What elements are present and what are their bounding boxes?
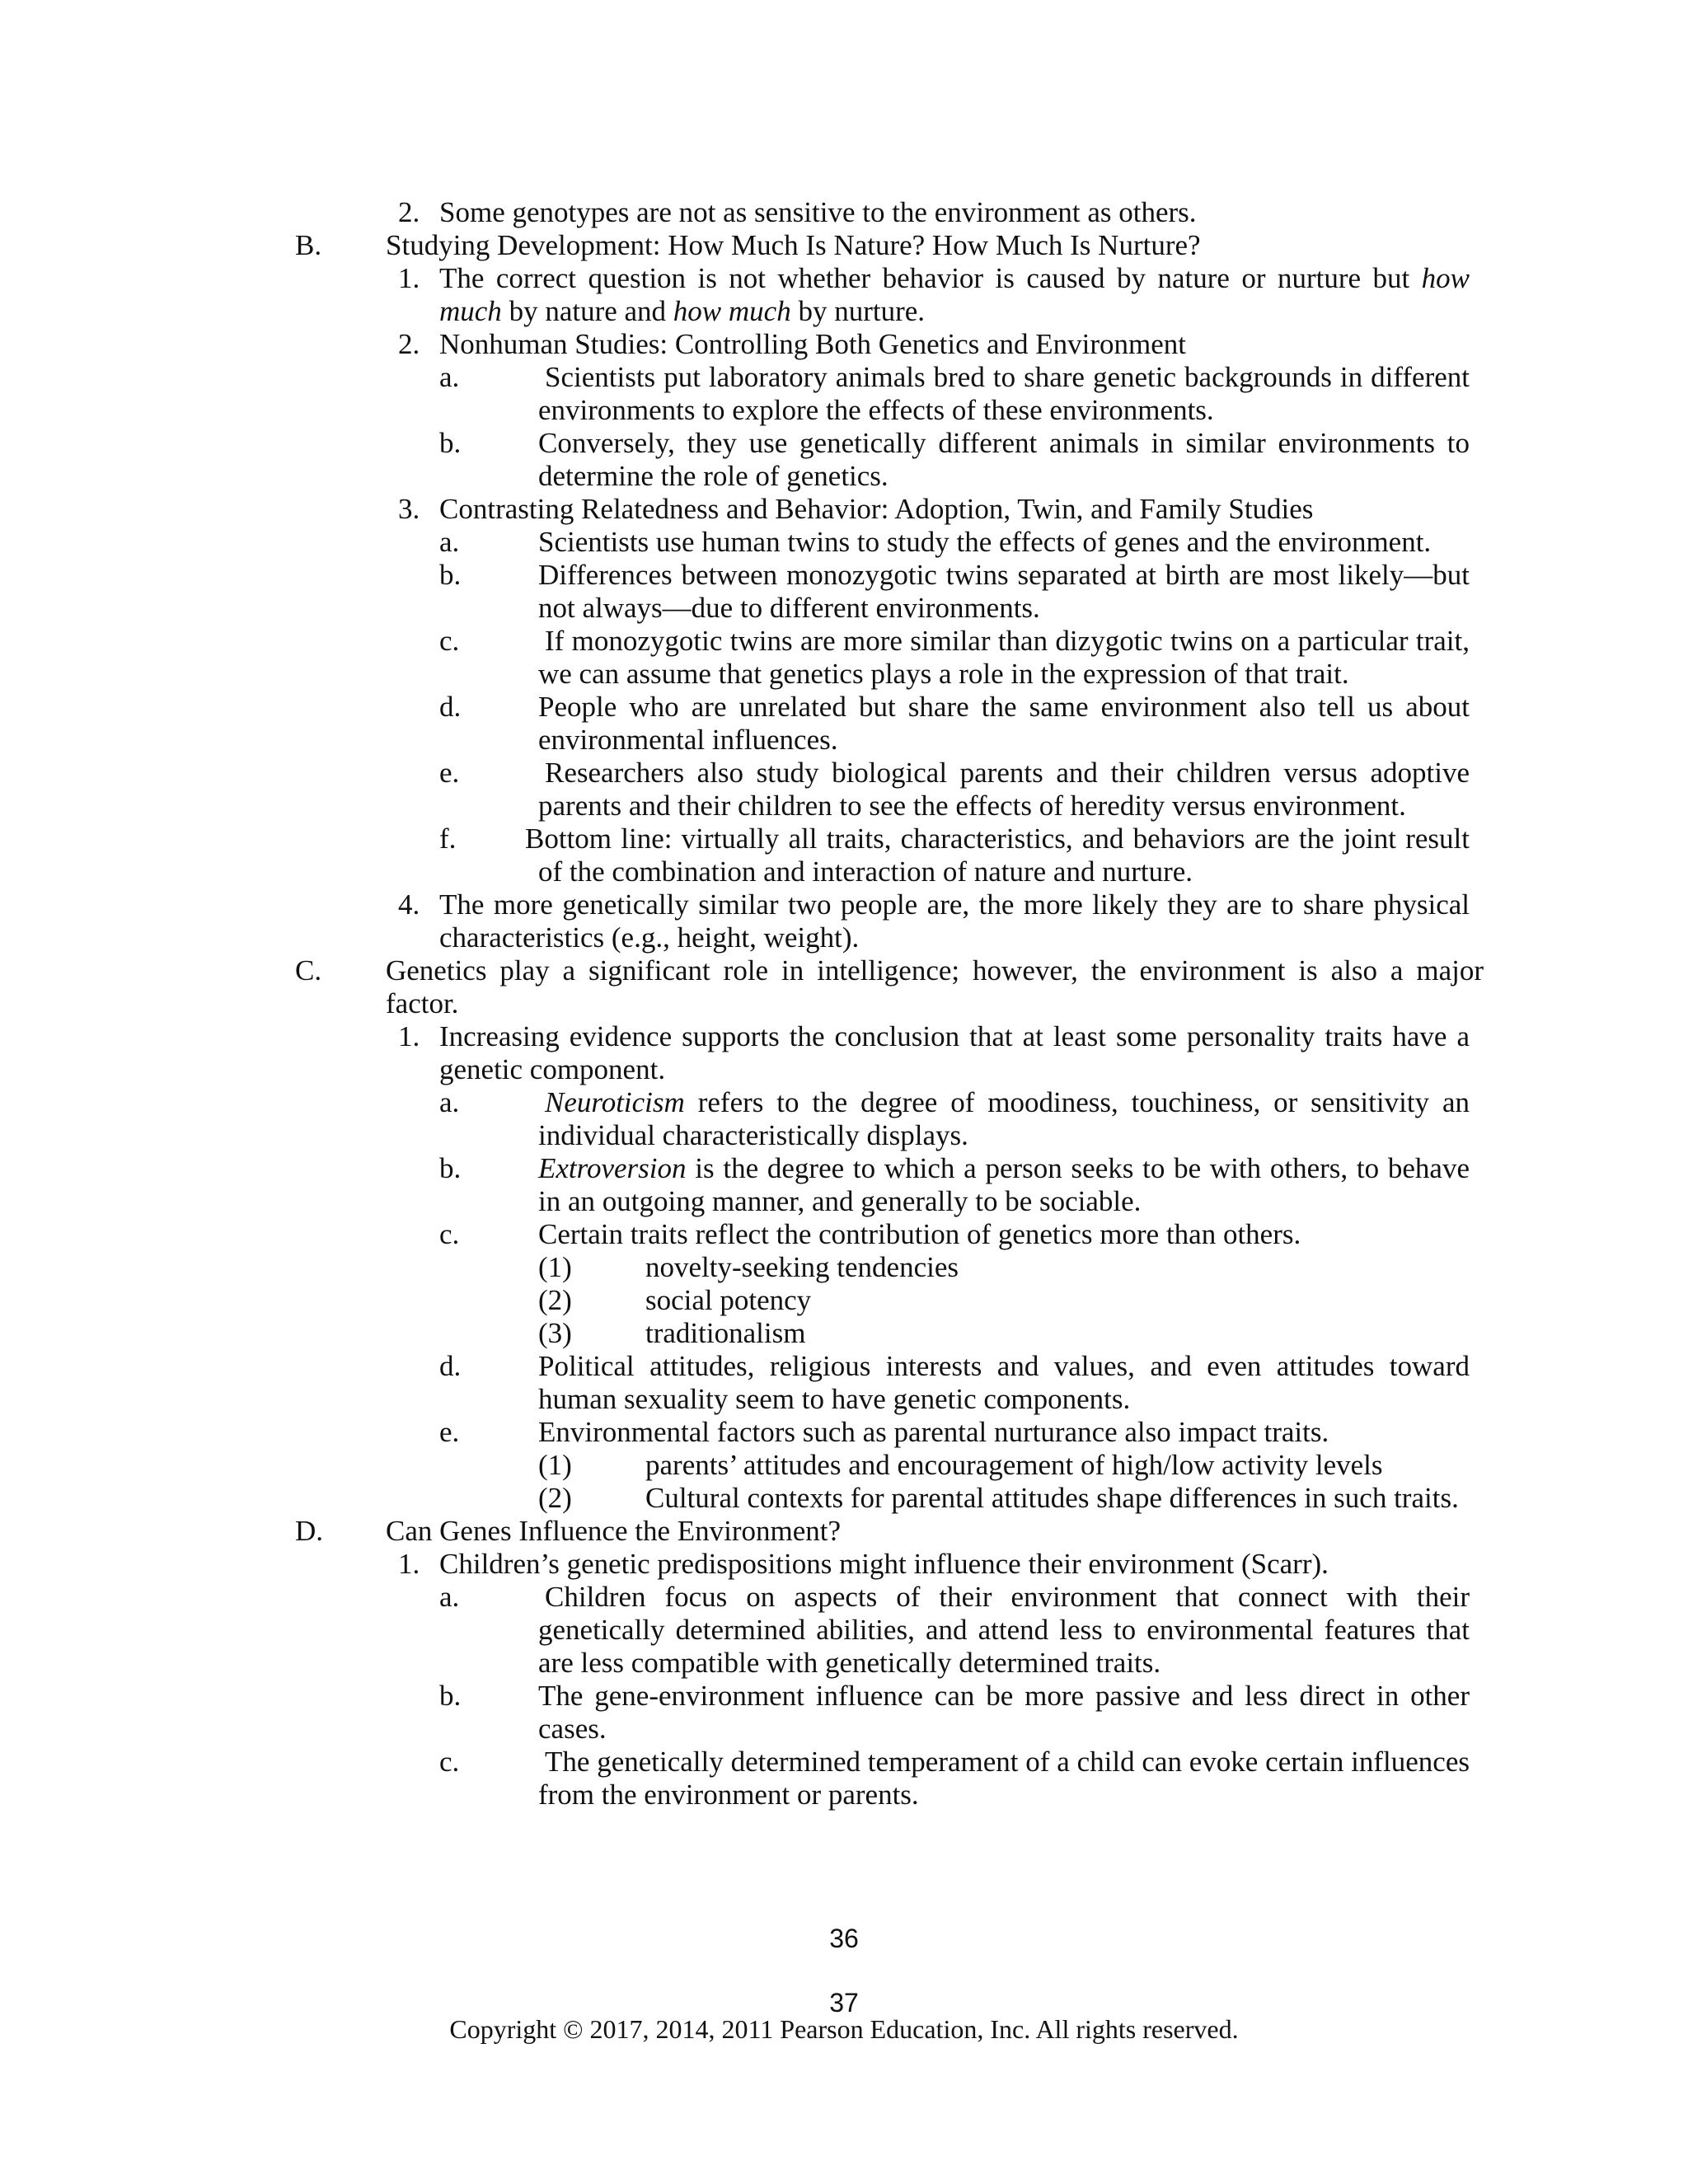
outline-item-num [0,196,1688,229]
outline-item-sub [0,1284,1688,1317]
outline-label: 4. [398,888,420,921]
outline-text: Nonhuman Studies: Controlling Both Genetics and Environment [439,328,1187,360]
outline-item-let [0,526,1688,559]
outline-label: e. [439,1416,460,1448]
outline-label: f. [439,823,457,855]
outline-item-sub [0,1251,1688,1284]
outline-text: The correct question is not whether behavior is caused by nature or nurture but how much by nature and how much by nurture. [439,262,1470,327]
outline-item-let [0,361,1688,427]
outline-text: If monozygotic twins are more similar than dizygotic twins on a particular trait, we can assume that genetics plays a role in the expression of that trait. [538,625,1470,690]
outline-label: 3. [398,493,420,525]
outline-label: a. [439,1581,460,1613]
outline-item-sub [0,1317,1688,1350]
outline-text: Bottom line: virtually all traits, characteristics, and behaviors are the joint result of the combination and interaction of nature and nurture. [525,823,1470,888]
outline-item-let [0,1680,1688,1746]
outline-label: d. [439,1350,462,1382]
outline-item-num [0,328,1688,361]
outline-text: Genetics play a significant role in intelligence; however, the environment is also a major factor. [386,954,1484,1019]
outline-text: Increasing evidence supports the conclusion that at least some personality traits have a genetic component. [439,1020,1470,1085]
outline-text: Extroversion is the degree to which a person seeks to be with others, to behave in an outgoing manner, and generally to be sociable. [538,1152,1470,1217]
outline-item-sub [0,1482,1688,1515]
outline-item-num [0,1020,1688,1086]
outline-label: 1. [398,262,420,294]
outline-item-let [0,1746,1688,1811]
outline-label: (3) [538,1317,572,1349]
outline-label: b. [439,559,462,591]
outline-item-sec [0,229,1688,262]
outline-item-num [0,493,1688,526]
outline-label: a. [439,1086,460,1118]
outline-text: parents’ attitudes and encouragement of high/low activity levels [645,1449,1383,1481]
outline-label: 1. [398,1548,420,1580]
outline-item-let [0,1416,1688,1449]
outline-label: c. [439,1218,460,1250]
page-number: 36 [829,1924,859,1953]
outline-text: Cultural contexts for parental attitudes shape differences in such traits. [645,1482,1459,1514]
outline-label: B. [295,229,322,261]
outline-item-let [0,691,1688,757]
outline-label: c. [439,1746,460,1778]
outline-label: (2) [538,1482,572,1514]
outline-label: b. [439,1680,462,1712]
outline-item-let [0,625,1688,691]
outline-label: a. [439,361,460,393]
outline-text: Researchers also study biological parents and their children versus adoptive parents and their children to see the effects of heredity versus environment. [538,757,1470,822]
outline-label: b. [439,427,462,459]
outline-text: Political attitudes, religious interests and values, and even attitudes toward human sexuality seem to have genetic components. [538,1350,1470,1415]
outline-item-sec [0,1515,1688,1548]
outline-item-let [0,427,1688,493]
outline-label: (1) [538,1251,572,1283]
outline-label: b. [439,1152,462,1184]
page-number-secondary: 37 [829,1988,859,2018]
outline-label: 2. [398,328,420,360]
outline-item-sec [0,954,1688,1020]
outline-item-let [0,1152,1688,1218]
outline-item-let [0,1350,1688,1416]
outline-item-sub [0,1449,1688,1482]
outline-text: The more genetically similar two people are, the more likely they are to share physical characteristics (e.g., height, weight). [439,888,1470,954]
outline-item-num [0,262,1688,328]
outline-text: Studying Development: How Much Is Nature? How Much Is Nurture? [386,229,1201,261]
outline-item-let [0,757,1688,823]
outline-label: (2) [538,1284,572,1316]
outline-item-let [0,1086,1688,1152]
outline-label: 1. [398,1020,420,1052]
outline-label: c. [439,625,460,657]
outline-text: Can Genes Influence the Environment? [386,1515,842,1547]
outline-text: Some genotypes are not as sensitive to the environment as others. [439,196,1197,228]
outline-label: 2. [398,196,420,228]
outline-label: D. [295,1515,324,1547]
outline-item-let [0,823,1688,888]
outline-item-num [0,888,1688,954]
outline-label: d. [439,691,462,723]
outline-label: C. [295,954,322,987]
outline-text: Contrasting Relatedness and Behavior: Adoption, Twin, and Family Studies [439,493,1314,525]
outline-text: Neuroticism refers to the degree of moodiness, touchiness, or sensitivity an individual characteristically displays. [538,1086,1470,1151]
outline-item-let [0,1218,1688,1251]
copyright-notice: Copyright © 2017, 2014, 2011 Pearson Education, Inc. All rights reserved. [449,2014,1239,2044]
outline-text: Scientists put laboratory animals bred to share genetic backgrounds in different environments to explore the effects of these environments. [538,361,1470,426]
outline-text: Conversely, they use genetically different animals in similar environments to determine the role of genetics. [538,427,1470,492]
outline-label: e. [439,757,460,789]
outline-body [0,196,1688,1811]
outline-text: Certain traits reflect the contribution of genetics more than others. [538,1218,1301,1250]
outline-text: novelty-seeking tendencies [645,1251,959,1283]
outline-text: Children’s genetic predispositions might influence their environment (Scarr). [439,1548,1329,1580]
outline-text: Environmental factors such as parental nurturance also impact traits. [538,1416,1329,1448]
outline-item-let [0,559,1688,625]
outline-item-num [0,1548,1688,1581]
outline-item-let [0,1581,1688,1680]
outline-text: Scientists use human twins to study the effects of genes and the environment. [538,526,1432,558]
outline-text: The gene-environment influence can be more passive and less direct in other cases. [538,1680,1470,1745]
outline-text: Differences between monozygotic twins separated at birth are most likely—but not always—due to different environments. [538,559,1470,624]
outline-text: Children focus on aspects of their environment that connect with their genetically determined abilities, and attend less to environmental features that are less compatible with genetically determined traits. [538,1581,1470,1679]
outline-label: a. [439,526,460,558]
outline-text: The genetically determined temperament of a child can evoke certain influences from the environment or parents. [538,1746,1470,1811]
outline-text: People who are unrelated but share the same environment also tell us about environmental influences. [538,691,1470,756]
outline-text: traditionalism [645,1317,806,1349]
outline-text: social potency [645,1284,812,1316]
outline-label: (1) [538,1449,572,1481]
